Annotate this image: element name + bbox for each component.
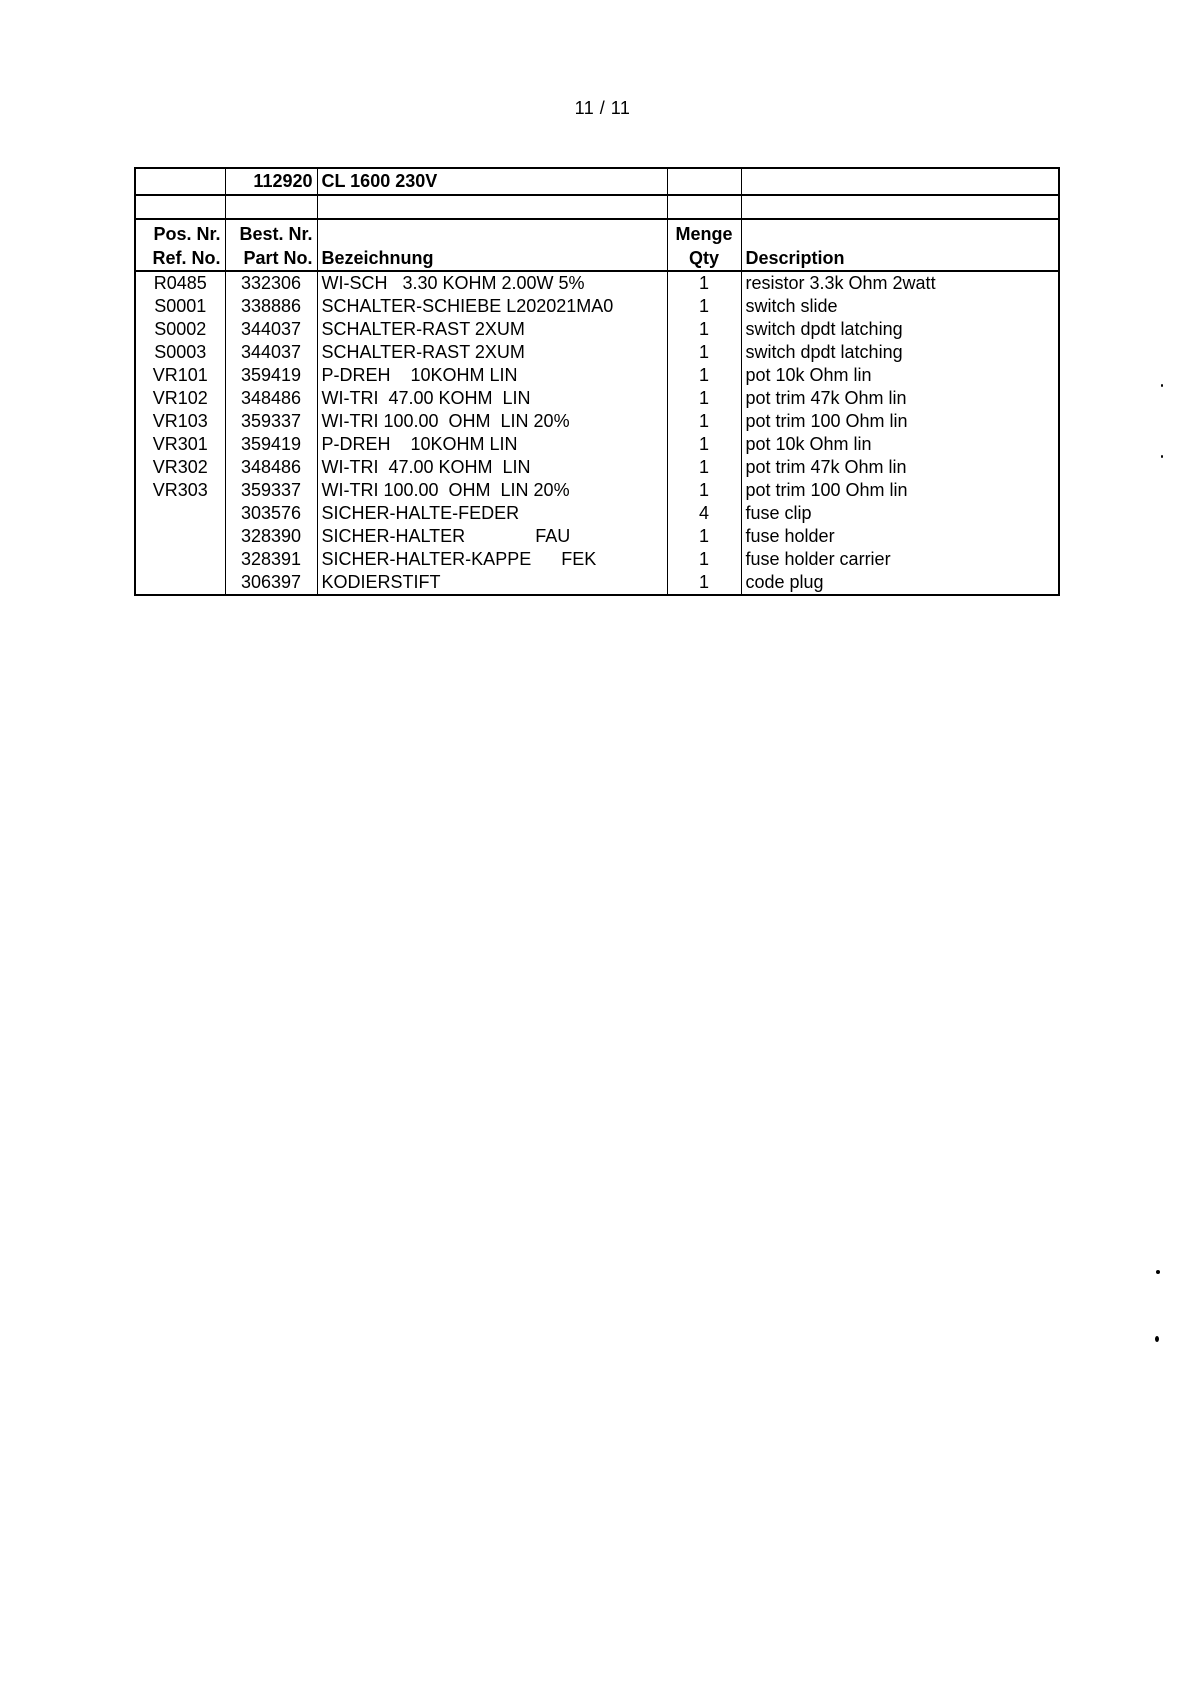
row-description: switch dpdt latching: [745, 342, 903, 362]
row-quantity: 1: [667, 525, 741, 548]
row-designation: SCHALTER-RAST 2XUM: [317, 341, 667, 364]
row-ref: VR302: [135, 456, 225, 479]
row-description: pot trim 47k Ohm lin: [745, 457, 907, 477]
row-description: pot trim 100 Ohm lin: [745, 411, 908, 431]
row-designation: SCHALTER-RAST 2XUM: [317, 318, 667, 341]
row-description: fuse holder carrier: [745, 549, 891, 569]
row-description: pot 10k Ohm lin: [745, 434, 872, 454]
row-ref: S0003: [135, 341, 225, 364]
header-desc-empty: [741, 219, 1059, 246]
header-qty-en: Qty: [667, 246, 741, 271]
row-ref: [135, 548, 225, 571]
table-row: [135, 318, 1059, 341]
row-designation: SICHER-HALTER-KAPPE FEK: [317, 548, 667, 571]
header-name-de: Bezeichnung: [317, 246, 667, 271]
scan-speck: [1156, 1270, 1160, 1274]
scan-speck: [1161, 455, 1163, 458]
row-designation: WI-SCH 3.30 KOHM 2.00W 5%: [317, 271, 667, 295]
row-ref: VR103: [135, 410, 225, 433]
table-row: [135, 502, 1059, 525]
scan-speck: [1161, 384, 1163, 387]
row-part-number: 338886: [225, 295, 317, 318]
row-part-number: 344037: [225, 341, 317, 364]
row-designation: P-DREH 10KOHM LIN: [317, 433, 667, 456]
row-part-number: 328391: [225, 548, 317, 571]
row-designation: P-DREH 10KOHM LIN: [317, 364, 667, 387]
row-description: code plug: [745, 572, 824, 592]
header-row-english: [135, 246, 1059, 271]
row-description: switch dpdt latching: [745, 319, 903, 339]
row-quantity: 1: [667, 479, 741, 502]
table-row: [135, 295, 1059, 318]
row-quantity: 1: [667, 433, 741, 456]
table-row: [135, 341, 1059, 364]
row-part-number: 359337: [225, 479, 317, 502]
page-number: 11 / 11: [574, 98, 631, 118]
row-quantity: 1: [667, 295, 741, 318]
parts-list-table: [134, 167, 1060, 596]
row-quantity: 1: [667, 548, 741, 571]
row-ref: S0002: [135, 318, 225, 341]
row-description: pot trim 47k Ohm lin: [745, 388, 907, 408]
title-model: CL 1600 230V: [317, 168, 667, 195]
row-description: fuse clip: [745, 503, 812, 523]
title-ref-cell: [135, 168, 225, 195]
row-designation: SICHER-HALTE-FEDER: [317, 502, 667, 525]
table-row: [135, 364, 1059, 387]
row-designation: WI-TRI 47.00 KOHM LIN: [317, 456, 667, 479]
row-quantity: 1: [667, 571, 741, 595]
title-part-number: 112920: [225, 168, 317, 195]
row-quantity: 1: [667, 271, 741, 295]
header-ref-de: Pos. Nr.: [135, 219, 225, 246]
table-row: [135, 271, 1059, 295]
table-row: [135, 525, 1059, 548]
row-quantity: 1: [667, 341, 741, 364]
row-part-number: 303576: [225, 502, 317, 525]
row-ref: VR301: [135, 433, 225, 456]
row-designation: WI-TRI 100.00 OHM LIN 20%: [317, 479, 667, 502]
table-row: [135, 548, 1059, 571]
row-ref: VR101: [135, 364, 225, 387]
table-row: [135, 387, 1059, 410]
row-description: pot 10k Ohm lin: [745, 365, 872, 385]
row-part-number: 359419: [225, 364, 317, 387]
title-desc-cell: [741, 168, 1059, 195]
scan-speck: [1155, 1336, 1159, 1342]
header-part-de: Best. Nr.: [225, 219, 317, 246]
row-part-number: 344037: [225, 318, 317, 341]
row-quantity: 1: [667, 456, 741, 479]
row-designation: WI-TRI 100.00 OHM LIN 20%: [317, 410, 667, 433]
row-ref: [135, 571, 225, 595]
title-qty-cell: [667, 168, 741, 195]
row-part-number: 332306: [225, 271, 317, 295]
table-row: [135, 479, 1059, 502]
spacer-row: [135, 195, 1059, 219]
row-quantity: 1: [667, 364, 741, 387]
header-desc-en: Description: [741, 246, 1059, 271]
row-ref: [135, 502, 225, 525]
row-description: pot trim 100 Ohm lin: [745, 480, 908, 500]
title-row: [135, 168, 1059, 195]
header-row-german: [135, 219, 1059, 246]
row-designation: SICHER-HALTER FAU: [317, 525, 667, 548]
row-quantity: 1: [667, 318, 741, 341]
row-description: fuse holder: [745, 526, 835, 546]
row-part-number: 328390: [225, 525, 317, 548]
row-ref: R0485: [135, 271, 225, 295]
row-ref: VR303: [135, 479, 225, 502]
row-designation: WI-TRI 47.00 KOHM LIN: [317, 387, 667, 410]
table-row: [135, 433, 1059, 456]
header-name-empty: [317, 219, 667, 246]
row-description: resistor 3.3k Ohm 2watt: [745, 273, 936, 293]
table-row: [135, 456, 1059, 479]
row-part-number: 306397: [225, 571, 317, 595]
row-quantity: 1: [667, 410, 741, 433]
header-qty-de: Menge: [667, 219, 741, 246]
row-ref: VR102: [135, 387, 225, 410]
table-row: [135, 571, 1059, 595]
header-ref-en: Ref. No.: [135, 246, 225, 271]
row-designation: SCHALTER-SCHIEBE L202021MA0: [317, 295, 667, 318]
row-designation: KODIERSTIFT: [317, 571, 667, 595]
header-part-en: Part No.: [225, 246, 317, 271]
row-quantity: 1: [667, 387, 741, 410]
row-part-number: 348486: [225, 456, 317, 479]
row-part-number: 348486: [225, 387, 317, 410]
row-description: switch slide: [745, 296, 838, 316]
row-ref: S0001: [135, 295, 225, 318]
row-part-number: 359419: [225, 433, 317, 456]
row-quantity: 4: [667, 502, 741, 525]
row-ref: [135, 525, 225, 548]
row-part-number: 359337: [225, 410, 317, 433]
table-row: [135, 410, 1059, 433]
